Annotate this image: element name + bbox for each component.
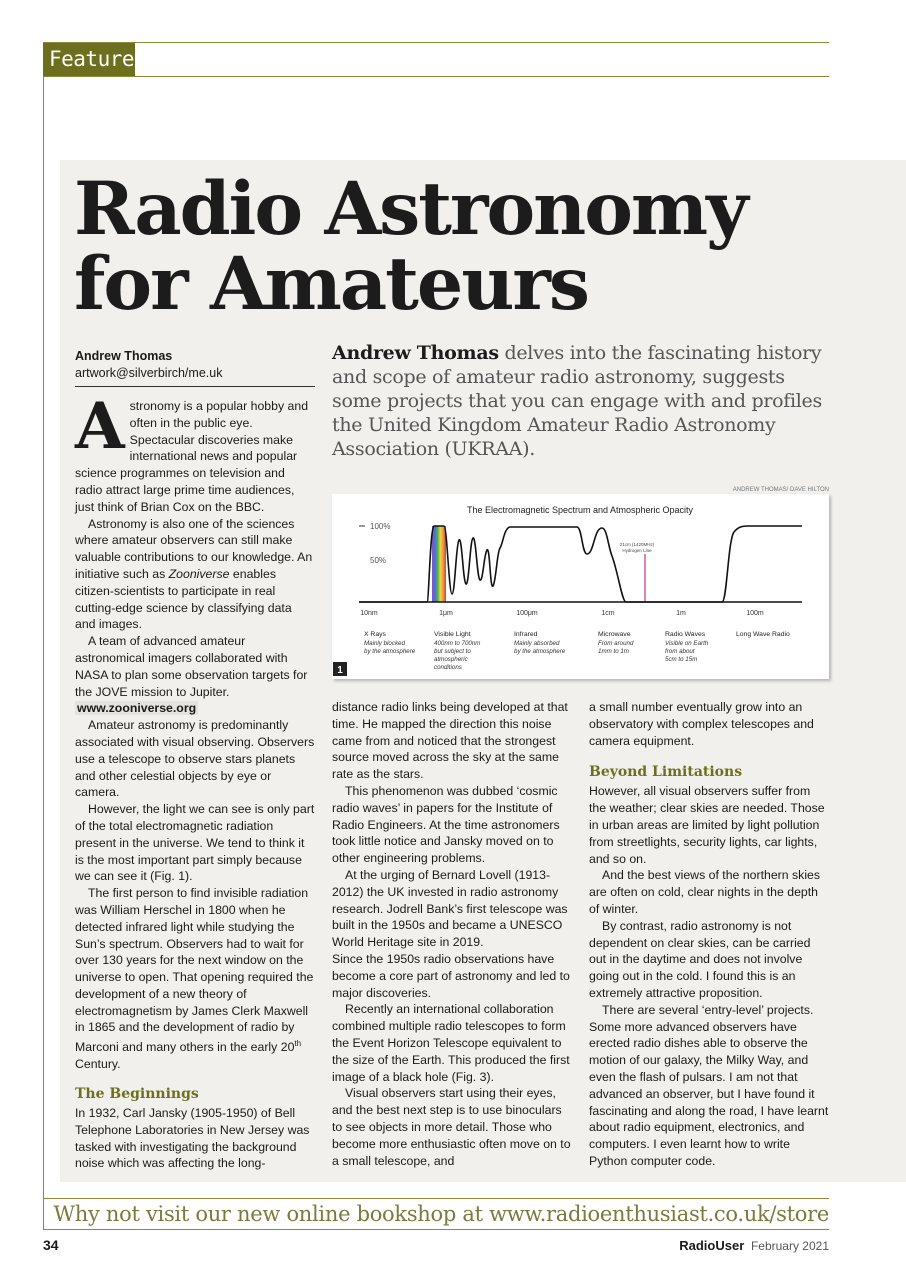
paragraph: This phenomenon was dubbed ‘cosmic radio waves’ in papers for the Institute of Radio Engineers. At the time astronomers took little notice and Jansky moved on to other engineering problems. xyxy=(332,783,560,866)
band-name: X Rays xyxy=(364,631,386,638)
author-email[interactable]: artwork@silverbirch/me.uk xyxy=(75,366,223,380)
column-3 xyxy=(589,699,830,1170)
visible-light-band xyxy=(432,526,446,602)
band-description: conditions xyxy=(434,664,462,671)
p6-text-a: The first person to find invisible radiation was William Herschel in 1800 when he detected infrared light while studying the Sun’s spectrum. Observers had to wait for over 130 years for the next window on the universe to open. That opening required the development of a new theory of electromagnetism by James Clerk Maxwell in 1865 and the development of radio by Marconi and many others in the early 20 xyxy=(75,886,314,1055)
title-line-1: Radio Astronomy xyxy=(74,166,747,252)
byline xyxy=(75,348,315,382)
band-description: Mainly absorbed xyxy=(514,640,560,647)
footer-rule-top xyxy=(43,1198,829,1199)
page-left-rule xyxy=(43,42,44,1230)
band-name: Long Wave Radio xyxy=(736,631,790,638)
subhead-beyond-limitations: Beyond Limitations xyxy=(589,764,743,781)
figure-number: 1 xyxy=(337,665,343,676)
footer-rule-bottom xyxy=(43,1229,829,1230)
paragraph: However, the light we can see is only part of the total electromagnetic radiation present in the universe. We tend to think it is the most important part simply because we can see it (Fig. 1). xyxy=(75,802,315,884)
paragraph xyxy=(75,516,315,634)
band-description: 400nm to 700nm xyxy=(434,640,481,647)
paragraph: However, all visual observers suffer from the weather; clear skies are needed. Those in urban areas are limited by light pollution from streetlights, security lights, car lights, and so on. xyxy=(589,784,825,866)
paragraph: A team of advanced amateur astronomical imagers collaborated with NASA to plan some observation targets for the JOVE mission to Jupiter. xyxy=(75,634,308,699)
y-label-100: 100% xyxy=(370,522,391,531)
band-name: Microwave xyxy=(598,631,631,638)
paragraph: And the best views of the northern skies are often on cold, clear nights in the depth of winter. xyxy=(589,868,821,916)
magazine-name: RadioUser xyxy=(679,1238,745,1253)
band-name: Visible Light xyxy=(434,631,471,638)
band-description: 5cm to 15m xyxy=(665,656,698,663)
intro-text: stronomy is a popular hobby and often in the public eye. Spectacular discoveries make international news and popular science programmes on television and radio attract large prime time audiences, just think of Brian Cox on the BBC. xyxy=(75,399,309,514)
opacity-curve xyxy=(359,526,802,602)
x-tick-label: 100μm xyxy=(516,610,538,617)
header-rule-bottom xyxy=(43,76,829,77)
paragraph: Visual observers start using their eyes, and the best next step is to use binoculars to see objects in more detail. Those who become more enthusiastic often move on to a small telescope, and xyxy=(332,1086,571,1168)
band-name: Infrared xyxy=(514,631,538,638)
band-description: from about xyxy=(665,648,695,655)
superscript-th: th xyxy=(294,1039,302,1049)
page-number: 34 xyxy=(43,1237,59,1253)
band-description: by the atmosphere xyxy=(364,648,416,655)
band-description: Visible on Earth xyxy=(665,640,709,647)
paragraph: At the urging of Bernard Lovell (1913-2012) the UK invested in radio astronomy research. Jodrell Bank’s first telescope was built in the 1950s and became a UNESCO World Heritage site in 2019. xyxy=(332,867,568,950)
x-tick-label: 10nm xyxy=(360,610,378,617)
band-description: atmospheric xyxy=(434,656,468,663)
p6-text-b: Century. xyxy=(75,1057,121,1072)
author-name: Andrew Thomas xyxy=(75,349,173,363)
band-description: 1mm to 1m xyxy=(598,648,629,655)
band-description: From around xyxy=(598,640,634,647)
paragraph: There are several ‘entry-level’ projects. Some more advanced observers have erected radio dishes able to observe the motion of our galaxy, the Milky Way, and even the flash of pulsars. I am not that advanced an observer, but I have found it fascinating and along the road, I have learnt about radio equipment, electronics, and computers. I even learnt how to write Python computer code. xyxy=(589,1002,829,1168)
title-line-2: for Amateurs xyxy=(74,241,588,327)
x-tick-label: 100m xyxy=(746,610,764,617)
figure-1 xyxy=(332,494,829,679)
standfirst xyxy=(332,341,829,461)
hydrogen-label-2: Hydrogen Line xyxy=(622,548,652,553)
band-name: Radio Waves xyxy=(665,631,706,638)
issue-date: February 2021 xyxy=(750,1239,829,1253)
y-label-50: 50% xyxy=(370,556,387,565)
figure-credit: ANDREW THOMAS/ DAVE HILTON xyxy=(732,487,829,493)
band-description: Mainly blocked xyxy=(364,640,405,647)
p2-text-a: Astronomy is also one of the sciences where amateur observers can still make valuable contributions to our knowledge. An initiative such as xyxy=(75,516,313,581)
paragraph: a small number eventually grow into an observatory with complex telescopes and camera equipment. xyxy=(589,700,814,748)
band-description: but subject to xyxy=(434,648,471,655)
standfirst-text: delves into the fascinating history and scope of amateur radio astronomy, suggests some projects that you can engage with and profiles the United Kingdom Amateur Radio Astronomy Association (UKRAA). xyxy=(332,342,822,460)
section-tag: Feature xyxy=(43,43,135,76)
standfirst-author: Andrew Thomas xyxy=(332,342,499,364)
zooniverse-link[interactable]: www.zooniverse.org xyxy=(77,701,197,716)
chart-title: The Electromagnetic Spectrum and Atmospheric Opacity xyxy=(466,505,694,515)
bookshop-promo[interactable]: Why not visit our new online bookshop at www.radioenthusiast.co.uk/store xyxy=(53,1202,829,1226)
subhead-beginnings: The Beginnings xyxy=(75,1085,199,1102)
x-tick-label: 1μm xyxy=(439,610,453,617)
paragraph: Recently an international collaboration combined multiple radio telescopes to form the Event Horizon Telescope equivalent to the size of the Earth. This produced the first image of a black hole (Fig. 3). xyxy=(332,1002,570,1084)
band-labels xyxy=(364,631,790,671)
byline-rule xyxy=(75,386,315,387)
paragraph: distance radio links being developed at that time. He mapped the direction this noise came from and noticed that the strongest source moved across the sky at the same rate as the stars. xyxy=(332,700,568,782)
band-description: by the atmosphere xyxy=(514,648,566,655)
hydrogen-label-1: 21cm (1420MHz) xyxy=(619,542,655,547)
drop-cap: A xyxy=(75,389,125,464)
zooniverse-italic: Zooniverse xyxy=(168,566,230,581)
column-1 xyxy=(75,389,315,1172)
paragraph: Amateur astronomy is predominantly associated with visual observing. Observers use a telescope to observe stars planets and other celestial objects by eye or camera. xyxy=(75,718,315,800)
header-rule-top xyxy=(43,42,829,43)
paragraph: In 1932, Carl Jansky (1905-1950) of Bell Telephone Laboratories in New Jersey was tasked with investigating the background noise which was affecting the long- xyxy=(75,1105,310,1171)
article-title xyxy=(74,166,854,327)
paragraph: Since the 1950s radio observations have become a core part of astronomy and led to major discoveries. xyxy=(332,951,570,1000)
x-tick-label: 1m xyxy=(676,610,686,617)
column-2 xyxy=(332,699,574,1169)
p2-text-b: enables citizen-scientists to participate in real cutting-edge science by classifying data and images. xyxy=(75,566,292,632)
paragraph xyxy=(75,885,315,1073)
spectrum-chart xyxy=(332,494,829,679)
magazine-footer xyxy=(600,1238,829,1253)
paragraph: By contrast, radio astronomy is not dependent on clear skies, can be carried out in the daytime and does not involve going out in the cold. I found this is an extremely attractive proposition. xyxy=(589,918,811,1000)
x-ticks xyxy=(360,610,764,617)
intro-paragraph xyxy=(75,389,315,516)
x-tick-label: 1cm xyxy=(601,610,615,617)
web-link-paragraph xyxy=(75,700,315,717)
figure-number-badge xyxy=(333,662,347,676)
